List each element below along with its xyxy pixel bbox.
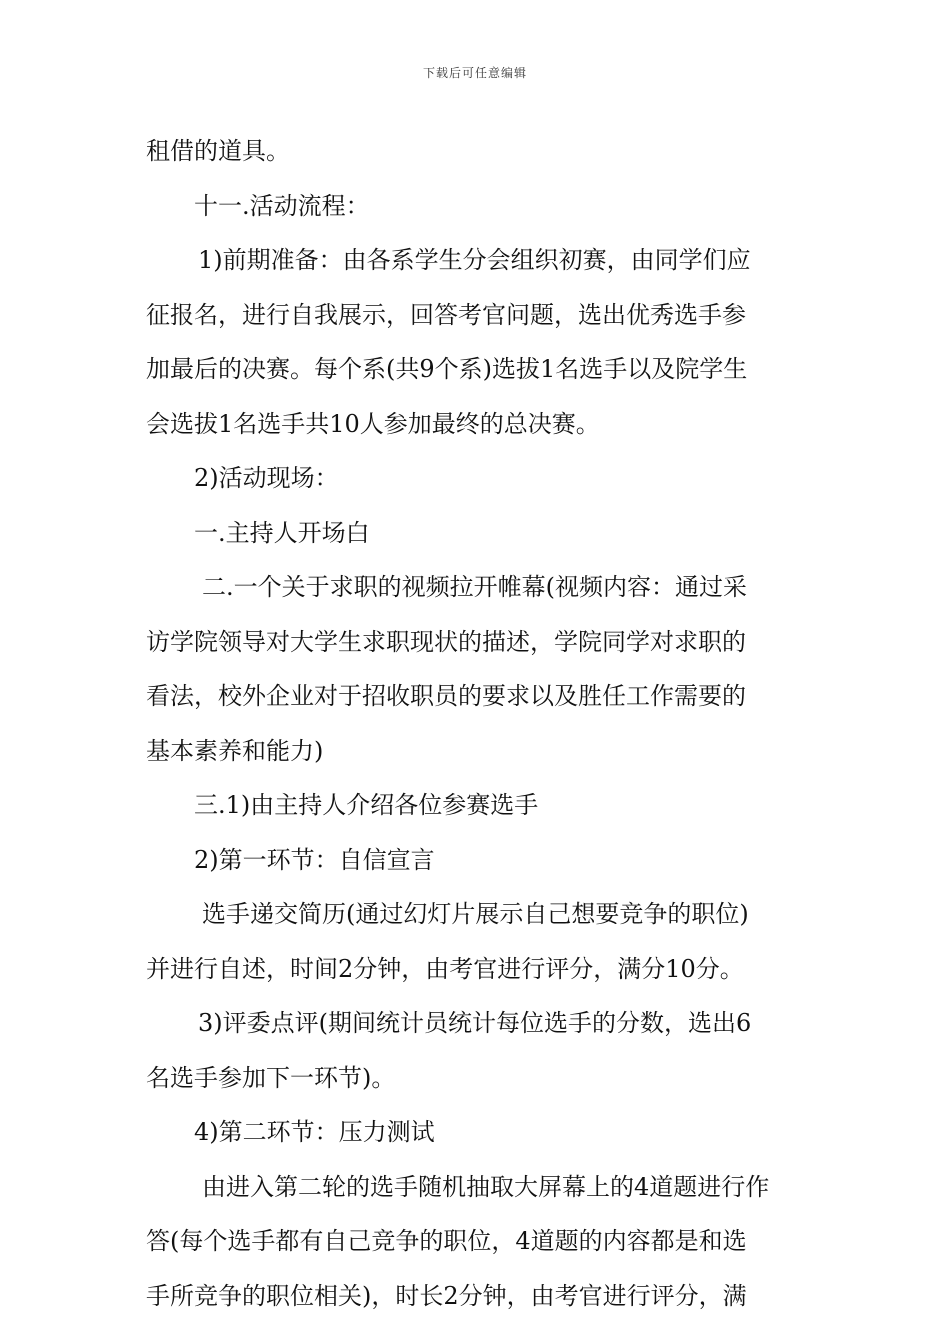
paragraph-line: 1)前期准备：由各系学生分会组织初赛，由同学们应 [198,246,751,274]
paragraph-line: 2)第一环节：自信宣言 [194,845,435,874]
paragraph-line: 租借的道具。 [146,137,290,165]
paragraph-line: 二.一个关于求职的视频拉开帷幕(视频内容：通过采 [202,573,747,601]
paragraph-line: 3)评委点评(期间统计员统计每位选手的分数，选出6 [198,1009,752,1037]
paragraph-line: 三.1)由主持人介绍各位参赛选手 [194,791,539,819]
paragraph-line: 选手递交简历(通过幻灯片展示自己想要竞争的职位) [202,900,749,928]
paragraph-line: 基本素养和能力) [146,736,324,765]
paragraph-line: 一.主持人开场白 [194,518,370,547]
paragraph-line: 征报名，进行自我展示，回答考官问题，选出优秀选手参 [146,300,746,329]
paragraph-line: 会选拔1名选手共10人参加最终的总决赛。 [146,409,600,438]
paragraph-line: 手所竞争的职位相关)，时长2分钟，由考官进行评分，满 [146,1281,747,1310]
paragraph-line: 名选手参加下一环节)。 [146,1063,396,1092]
section-heading: 十一.活动流程： [194,191,370,220]
page-header: 下载后可任意编辑 [422,66,527,80]
document-body [146,124,810,1323]
paragraph-line: 加最后的决赛。每个系(共9个系)选拔1名选手以及院学生 [146,355,748,383]
paragraph-line: 由进入第二轮的选手随机抽取大屏幕上的4道题进行作 [202,1172,770,1201]
paragraph-line: 2)活动现场： [194,464,339,492]
paragraph-line: 4)第二环节：压力测试 [194,1118,435,1146]
paragraph-line: 并进行自述，时间2分钟，由考官进行评分，满分10分。 [146,954,744,983]
paragraph-line: 看法，校外企业对于招收职员的要求以及胜任工作需要的 [146,682,746,710]
paragraph-line: 答(每个选手都有自己竞争的职位，4道题的内容都是和选 [146,1227,747,1255]
paragraph-line: 访学院领导对大学生求职现状的描述，学院同学对求职的 [146,627,746,656]
